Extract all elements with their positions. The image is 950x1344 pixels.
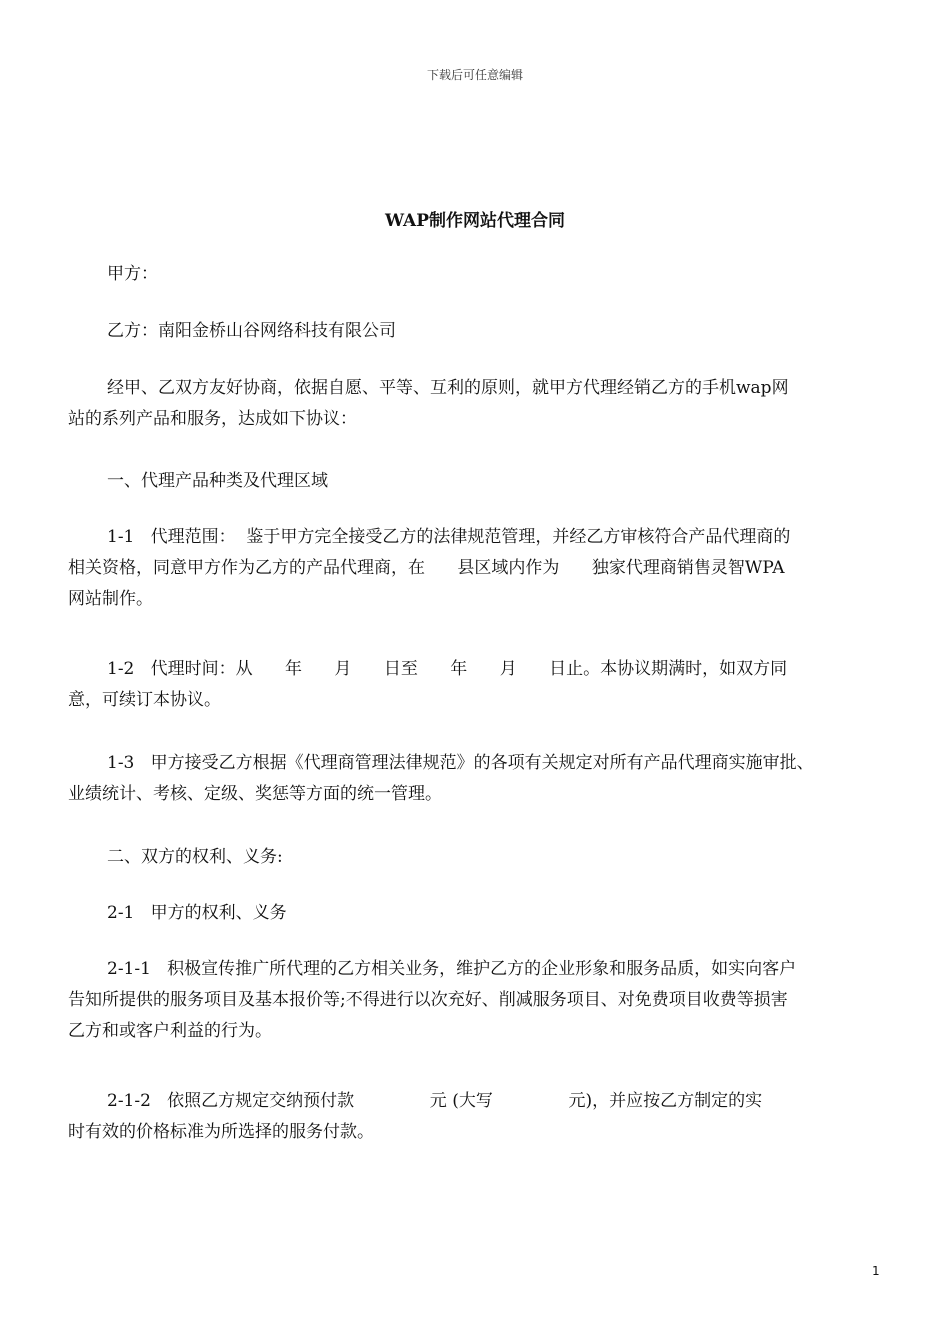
preamble-paragraph: 经甲、乙双方友好协商，依据自愿、平等、互利的原则，就甲方代理经销乙方的手机wap网 站的系列产品和服务，达成如下协议： [68,378,789,429]
party-a-line: 甲方： [107,264,158,284]
page-number: 1 [872,1264,880,1278]
section-heading-2: 二、双方的权利、义务: [107,847,283,867]
clause-2-1: 2-1 甲方的权利、义务 [107,903,287,923]
party-b-line: 乙方：南阳金桥山谷网络科技有限公司 [107,321,396,341]
document-title: WAP制作网站代理合同 [385,211,565,231]
clause-2-1-2: 2-1-2 依照乙方规定交纳预付款 元 (大写 元)，并应按乙方制定的实 时有效的价格标准为所选择的服务付款。 [68,1091,763,1142]
clause-1-3: 1-3 甲方接受乙方根据《代理商管理法律规范》的各项有关规定对所有产品代理商实施审批、 业绩统计、考核、定级、奖惩等方面的统一管理。 [68,753,814,804]
section-heading-1: 一、代理产品种类及代理区域 [107,471,328,491]
clause-2-1-1: 2-1-1 积极宣传推广所代理的乙方相关业务，维护乙方的企业形象和服务品质，如实向客户 告知所提供的服务项目及基本报价等;不得进行以次充好、削减服务项目、对免费项目收费等损害 乙方和或客户利益的行为。 [68,959,797,1041]
clause-1-2: 1-2 代理时间：从 年 月 日至 年 月 日止。本协议期满时，如双方同 意，可续订本协议。 [68,659,788,710]
page-header: 下载后可任意编辑 [426,68,523,82]
clause-1-1: 1-1 代理范围： 鉴于甲方完全接受乙方的法律规范管理，并经乙方审核符合产品代理商的 相关资格，同意甲方作为乙方的产品代理商，在 县区域内作为 独家代理商销售灵智WPA 网站制作。 [68,527,791,609]
